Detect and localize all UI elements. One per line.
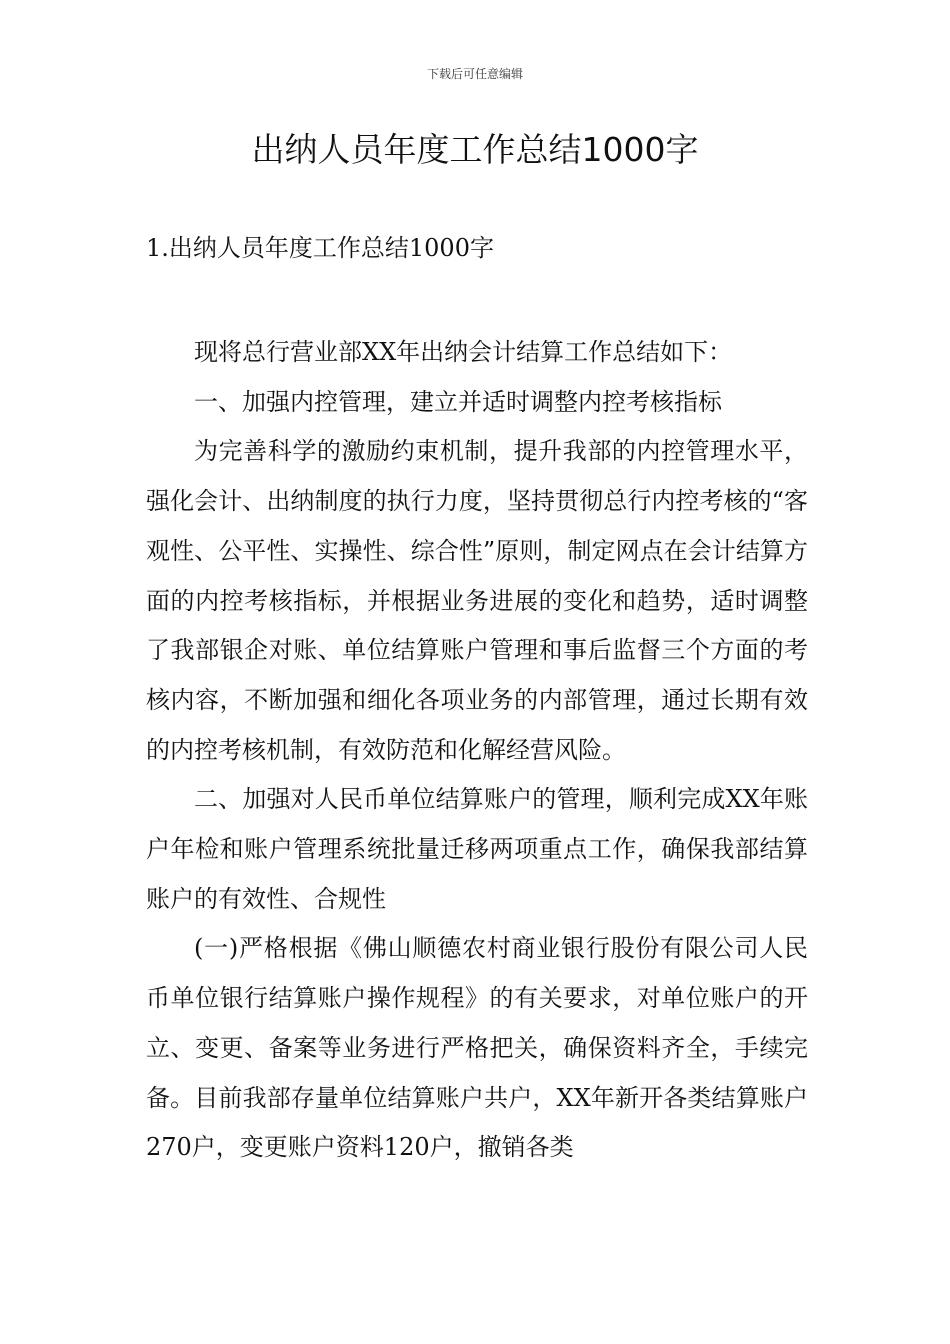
document-body xyxy=(146,328,808,1173)
document-title: 出纳人员年度工作总结1000字 xyxy=(251,130,699,169)
paragraph-heading-1: 一、加强内控管理，建立并适时调整内控考核指标 xyxy=(194,387,722,416)
paragraph-internal-control: 为完善科学的激励约束机制，提升我部的内控管理水平，强化会计、出纳制度的执行力度，坚持贯彻总行内控考核的“客观性、公平性、实操性、综合性”原则，制定网点在会计结算方面的内控考核指标，并根据业务进展的变化和趋势，适时调整了我部银企对账、单位结算账户管理和事后监督三个方面的考核内容，不断加强和细化各项业务的内部管理，通过长期有效的内控考核机制，有效防范和化解经营风险。 xyxy=(146,437,808,764)
paragraph-heading-2: 二、加强对人民币单位结算账户的管理，顺利完成XX年账户年检和账户管理系统批量迁移两项重点工作，确保我部结算账户的有效性、合规性 xyxy=(146,785,808,913)
section-heading: 1.出纳人员年度工作总结1000字 xyxy=(146,234,494,262)
header-note: 下载后可任意编辑 xyxy=(426,67,523,81)
paragraph-account-management: (一)严格根据《佛山顺德农村商业银行股份有限公司人民币单位银行结算账户操作规程》的有关要求，对单位账户的开立、变更、备案等业务进行严格把关，确保资料齐全，手续完备。目前我部存量单位结算账户共户，XX年新开各类结算账户270户，变更账户资料120户，撤销各类 xyxy=(146,934,808,1162)
paragraph-intro: 现将总行营业部XX年出纳会计结算工作总结如下： xyxy=(194,338,733,366)
